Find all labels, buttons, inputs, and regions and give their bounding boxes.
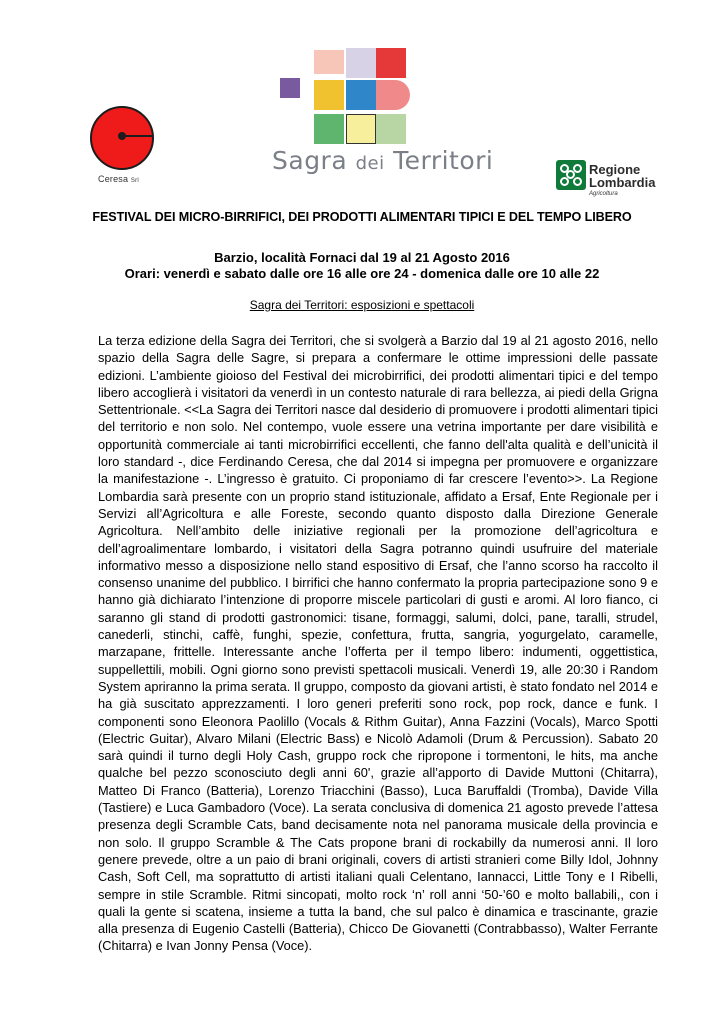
ceresa-name: Ceresa (98, 174, 129, 184)
sagra-square (376, 114, 406, 144)
clock-center (118, 132, 126, 140)
ceresa-logo (86, 102, 166, 192)
rosa-camuna-icon (556, 160, 586, 190)
festival-title: FESTIVAL DEI MICRO-BIRRIFICI, DEI PRODOTTI ALIMENTARI TIPICI E DEL TEMPO LIBERO (92, 210, 632, 224)
sagra-word-3: Territori (393, 146, 494, 175)
sagra-square (376, 80, 410, 110)
sagra-square (314, 80, 344, 110)
sagra-square (346, 48, 376, 78)
agricoltura-label: Agricoltura (589, 191, 618, 197)
regione-lombardia-logo (556, 160, 666, 204)
sagra-square (314, 114, 344, 144)
ceresa-wordmark (98, 174, 139, 184)
section-title: Sagra dei Territori: esposizioni e spettacoli (249, 298, 475, 312)
sagra-square (280, 78, 300, 98)
sagra-wordmark (272, 146, 493, 175)
sagra-logo (270, 44, 494, 180)
event-place-dates: Barzio, località Fornaci dal 19 al 21 Agosto 2016 (214, 250, 510, 265)
lombardia-label: Lombardia (589, 175, 656, 190)
clock-hand (122, 135, 152, 137)
sagra-square (376, 48, 406, 78)
body-paragraph: La terza edizione della Sagra dei Territori, che si svolgerà a Barzio dal 19 al 21 agosto 2016, nello spazio della Sagra delle Sagre, si prepara a confermare le ottime impressioni delle passate edizioni. L’ambiente gioioso del Festival dei microbirrifici, dei prodotti alimentari tipici e del tempo libero accoglierà i visitatori da venerdì in un contesto naturale di rara bellezza, ai piedi della Grigna Settentrionale. <<La Sagra dei Territori nasce dal desiderio di promuovere i prodotti alimentari tipici del territorio e non solo. Nel contempo, vuole essere una vetrina importante per dare visibilità e opportunità commerciale ai tanti microbirrifici eccellenti, che fanno dell'alta qualità e dell’unicità il loro standard -, dice Ferdinando Ceresa, che dal 2014 si impegna per promuovere e organizzare la manifestazione -. L’ingresso è gratuito. Ci proponiamo di far crescere l’evento>>. La Regione Lombardia sarà presente con un proprio stand istituzionale, affidato a Ersaf, Ente Regionale per i Servizi all’Agricoltura e alle Foreste, secondo quanto disposto dalla Direzione Generale Agricoltura. Nell’ambito delle iniziative regionali per la promozione dell’agricoltura e dell’agroalimentare lombardo, i visitatori della Sagra potranno quindi usufruire del materiale informativo messo a disposizione nello stand espositivo di Ersaf, che l’anno scorso ha raccolto il consenso unanime del pubblico. I birrifici che hanno confermato la propria partecipazione sono 9 e hanno già dichiarato l’intenzione di proporre miscele particolari di gusti e aromi. Al loro fianco, ci saranno gli stand di prodotti gastronomici: tisane, formaggi, salumi, dolci, pane, taralli, strudel, canederli, stinchi, caffè, funghi, spezie, confettura, frutta, sangria, yogurgelato, caramelle, marzapane, frittelle. Interessante anche l’offerta per il tempo libero: indumenti, oggettistica, suppellettili, mobili. Ogni giorno sono previsti spettacoli musicali. Venerdì 19, alle 20:30 i Random System apriranno la prima serata. Il gruppo, composto da giovani artisti, è stato fondato nel 2014 e ha già suscitato apprezzamenti. I loro generi preferiti sono rock, pop rock, dance e funk. I componenti sono Eleonora Paolillo (Vocals & Rithm Guitar), Anna Fazzini (Vocals), Marco Spotti (Electric Guitar), Alvaro Milani (Electric Bass) e Nicolò Adamoli (Drum & Percussion). Sabato 20 sarà quindi il turno degli Holy Cash, gruppo rock che ripropone i tormentoni, le hits, ma anche qualche bel pezzo sconosciuto degli anni 60', grazie all’apporto di Davide Muttoni (Chitarra), Matteo Di Franco (Batteria), Lorenzo Triacchini (Basso), Luca Baruffaldi (Tromba), Davide Villa (Tastiere) e Luca Gambadoro (Voce). La serata conclusiva di domenica 21 agosto prevede l’attesa presenza degli Scramble Cats, band decisamente nota nel panorama musicale della provincia e non solo. Il gruppo Scramble & The Cats propone brani di rockabilly da numerosi anni. Il loro genere prevede, oltre a un paio di brani originali, covers di artisti stranieri come Billy Idol, Johnny Cash, Soft Cell, ma soprattutto di artisti italiani quali Celentano, Iannacci, Little Tony e I Ribelli, sempre in stile Scramble. Ritmi sincopati, molto rock ‘n’ roll anni ‘50-’60 e molto ballabili,, con i quali la gente si scatena, insieme a tutta la band, che sul palco è dinamica e trascinante, grazie alla presenza di Eugenio Castelli (Batteria), Chicco De Giovanetti (Contrabbasso), Walter Ferrante (Chitarra) e Ivan Jonny Pensa (Voce). (98, 333, 658, 954)
sagra-square (346, 80, 376, 110)
sagra-square (314, 50, 344, 74)
sagra-square (346, 114, 376, 144)
event-hours: Orari: venerdì e sabato dalle ore 16 alle ore 24 - domenica dalle ore 10 alle 22 (124, 266, 600, 281)
sagra-word-1: Sagra (272, 146, 348, 175)
sagra-word-2: dei (355, 153, 385, 174)
ceresa-suffix: Srl (130, 178, 139, 184)
regione-label: Regione (589, 162, 641, 177)
